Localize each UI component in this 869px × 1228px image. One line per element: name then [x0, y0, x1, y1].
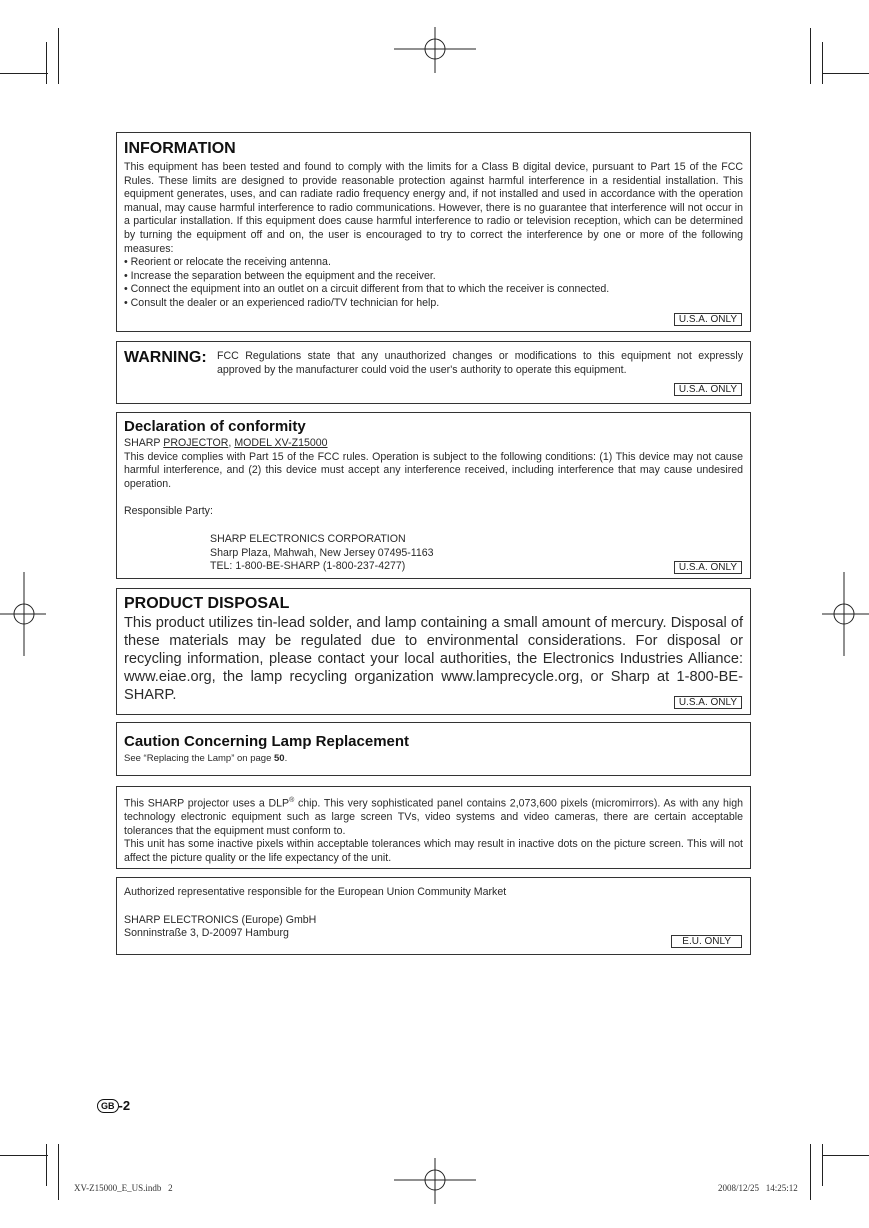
region-badge: GB — [97, 1099, 119, 1113]
lamp-reference-text: See “Replacing the Lamp” on page — [124, 753, 274, 764]
eu-representative-section — [116, 877, 751, 955]
registration-mark-left — [0, 572, 46, 656]
disposal-title: PRODUCT DISPOSAL — [124, 595, 290, 612]
crop-mark — [46, 1144, 47, 1186]
registration-mark-bottom — [394, 1158, 476, 1206]
list-item: • Reorient or relocate the receiving antenna. — [124, 256, 743, 270]
crop-mark — [58, 1144, 59, 1200]
crop-mark — [0, 73, 48, 74]
crop-mark — [0, 1155, 48, 1156]
list-item: • Connect the equipment into an outlet on a circuit different from that to which the receiver is connected. — [124, 283, 743, 297]
information-body: This equipment has been tested and found to comply with the limits for a Class B digital device, pursuant to Part 15 of the FCC Rules. These limits are designed to provide reasonable protection against harmful interference in a residential installation. This equipment generates, uses, and can radiate radio frequency energy and, if not installed and used in accordance with the operation manual, may cause harmful interference to radio communications. However, there is no guarantee that interference will not occur in a particular installation. If this equipment does cause harmful interference to radio or television reception, which can be determined by turning the equipment off and on, the user is encouraged to try to correct the interference by one or more of the following measures: — [124, 161, 743, 255]
registered-mark: ® — [289, 797, 295, 804]
crop-mark — [822, 1155, 869, 1156]
dlp-paragraph-2: This unit has some inactive pixels within acceptable tolerances which may result in inactive dots on the picture screen. This will not affect the picture quality or the life expectancy of the unit. — [124, 838, 743, 864]
list-item: • Increase the separation between the equipment and the receiver. — [124, 270, 743, 284]
lamp-reference-end: . — [284, 753, 288, 764]
lamp-caution-title: Caution Concerning Lamp Replacement — [124, 733, 410, 750]
warning-body: FCC Regulations state that any unauthorized changes or modifications to this equipment not expressly approved by the manufacturer could void the user's authority to operate this equipment. — [217, 350, 743, 376]
dlp-paragraph-1 — [124, 794, 743, 838]
responsible-party-label: Responsible Party: — [124, 505, 213, 518]
warning-section — [116, 341, 751, 404]
eu-representative-text: Authorized representative responsible for the European Union Community Market — [124, 886, 507, 898]
lamp-caution-text — [124, 752, 743, 766]
lamp-caution-section — [116, 722, 751, 776]
address-line: SHARP ELECTRONICS CORPORATION — [210, 532, 406, 545]
dlp-notice-section — [116, 786, 751, 869]
list-item: • Consult the dealer or an experienced radio/TV technician for help. — [124, 297, 743, 311]
dlp-text: chip. This very sophisticated panel contains 2,073,600 pixels (micromirrors). As with any high technology electronic equipment such as large screen TVs, video systems and video cameras, there are certain acceptable tolerances that the equipment must conform to. — [124, 797, 743, 837]
crop-mark — [46, 42, 47, 84]
crop-mark — [822, 42, 823, 84]
information-section — [116, 132, 751, 332]
crop-mark — [822, 73, 869, 74]
warning-row — [124, 348, 743, 377]
page-number-value: -2 — [118, 1098, 131, 1113]
crop-mark — [58, 28, 59, 84]
address-line: TEL: 1-800-BE-SHARP (1-800-237-4277) — [210, 560, 406, 573]
address-line: Sharp Plaza, Mahwah, New Jersey 07495-1163 — [210, 546, 434, 559]
registration-mark-right — [822, 572, 869, 656]
page-number — [97, 1098, 130, 1113]
footer-timestamp: 2008/12/25 14:25:12 — [718, 1183, 798, 1193]
footer-file-name: XV-Z15000_E_US.indb 2 — [74, 1183, 173, 1193]
separator-comma: , — [228, 437, 232, 449]
declaration-body: This device complies with Part 15 of the FCC rules. Operation is subject to the following conditions: (1) This device may not cause harmful interference, and (2) this device must accept any interference received, including interference that may cause undesired operation. — [124, 450, 743, 490]
crop-mark — [810, 1144, 811, 1200]
responsible-party-address — [124, 533, 743, 574]
eu-company-name: SHARP ELECTRONICS (Europe) GmbH — [124, 913, 317, 926]
crop-mark — [810, 28, 811, 84]
dlp-text: This SHARP projector uses a DLP — [124, 797, 290, 810]
usa-only-badge: U.S.A. ONLY — [674, 696, 742, 709]
usa-only-badge: U.S.A. ONLY — [674, 383, 742, 396]
product-name: PROJECTOR — [163, 437, 229, 449]
usa-only-badge: U.S.A. ONLY — [674, 561, 742, 574]
warning-title: WARNING: — [124, 349, 207, 366]
disposal-body: This product utilizes tin-lead solder, and lamp containing a small amount of mercury. Disposal of these materials may be regulated due to environmental considerations. For disposal or recycling information, please contact your local authorities, the Electronics Industries Alliance: www.eiae.org, the lamp recycling organization www.lamprecycle.org, or Sharp at 1-800-BE-SHARP. — [124, 615, 743, 703]
information-title: INFORMATION — [124, 140, 236, 157]
crop-mark — [822, 1144, 823, 1186]
product-disposal-section — [116, 588, 751, 715]
declaration-title: Declaration of conformity — [124, 418, 306, 435]
lamp-page-reference: 50 — [274, 753, 285, 764]
information-measures-list — [124, 256, 743, 310]
model-number: MODEL XV-Z15000 — [234, 437, 328, 449]
brand-name: SHARP — [124, 437, 161, 449]
usa-only-badge: U.S.A. ONLY — [674, 313, 742, 326]
declaration-model-line — [124, 437, 743, 451]
eu-only-badge: E.U. ONLY — [671, 935, 742, 948]
eu-company-address: Sonninstraße 3, D-20097 Hamburg — [124, 927, 289, 940]
registration-mark-top — [394, 27, 476, 75]
declaration-section — [116, 412, 751, 579]
